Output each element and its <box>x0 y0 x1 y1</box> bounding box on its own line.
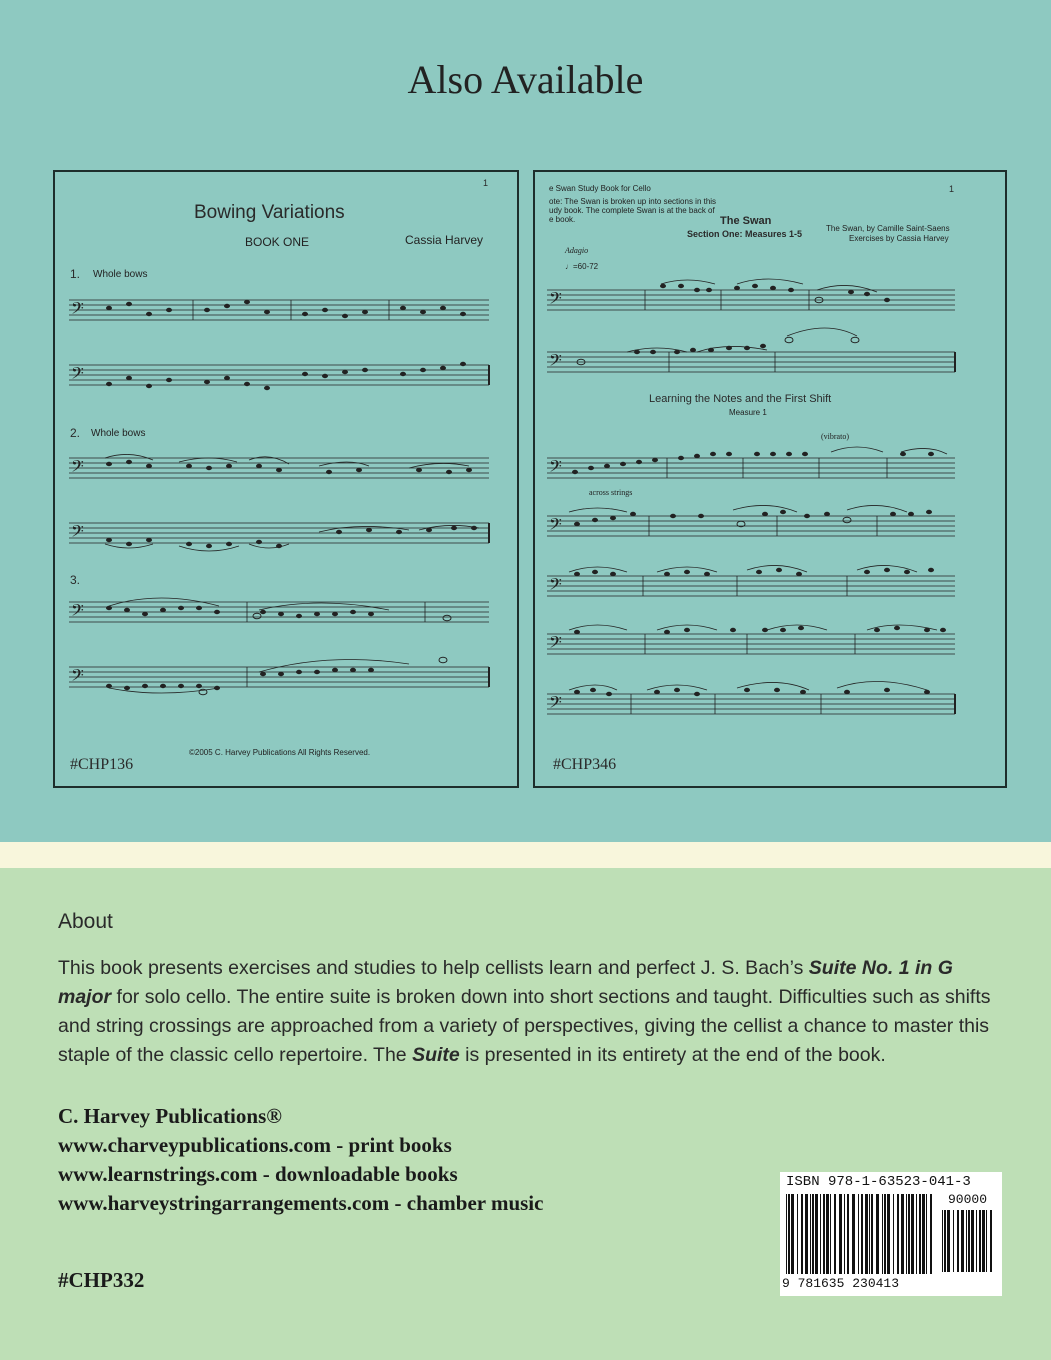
swan-staff-1 <box>547 276 977 376</box>
barcode-bar <box>791 1194 794 1274</box>
book-preview-right <box>533 170 1007 788</box>
svg-text:𝄢: 𝄢 <box>549 576 562 598</box>
about-text-part: This book presents exercises and studies to help cellists learn and perfect J. S. Bach’s <box>58 957 809 979</box>
intro-line: e book. <box>549 215 576 224</box>
section-title: Section One: Measures 1-5 <box>687 229 803 239</box>
barcode-bar <box>957 1210 959 1272</box>
barcode-bar <box>820 1194 821 1274</box>
svg-text:𝄢: 𝄢 <box>549 634 562 656</box>
composer-credit: The Swan, by Camille Saint-Saens <box>826 224 950 233</box>
barcode-bar <box>887 1194 890 1274</box>
suite-word: Suite <box>412 1044 460 1066</box>
barcode-bar <box>971 1210 974 1272</box>
barcode-bar <box>908 1194 910 1274</box>
barcode-bar <box>815 1194 818 1274</box>
barcode-bar <box>858 1194 859 1274</box>
music-staff-1 <box>69 290 491 400</box>
catalog-number: #CHP136 <box>70 756 134 773</box>
barcode-bar <box>797 1194 798 1274</box>
barcode-bar <box>942 1210 943 1272</box>
book-title: Bowing Variations <box>194 202 345 223</box>
barcode-bar <box>810 1194 811 1274</box>
about-heading: About <box>58 910 113 933</box>
exercise-number: 1. <box>70 267 81 281</box>
barcode-bar <box>953 1210 954 1272</box>
svg-text:𝄢: 𝄢 <box>549 694 562 716</box>
barcode-bar <box>882 1194 883 1274</box>
barcode-bar <box>852 1194 855 1274</box>
exercise-label: Whole bows <box>91 428 146 439</box>
copyright-line: ©2005 C. Harvey Publications All Rights Reserved. <box>189 748 371 757</box>
publisher-link-print[interactable]: www.charveypublications.com - print books <box>58 1133 452 1157</box>
barcode-main-bars <box>786 1194 936 1274</box>
svg-text:𝄢: 𝄢 <box>71 300 84 322</box>
isbn-barcode <box>780 1172 1002 1296</box>
barcode-bar <box>834 1194 836 1274</box>
barcode-bar <box>861 1194 863 1274</box>
publisher-name: C. Harvey Publications® <box>58 1104 282 1128</box>
barcode-bar <box>871 1194 873 1274</box>
barcode-bar <box>906 1194 907 1274</box>
page-number: 1 <box>949 184 955 194</box>
barcode-bar <box>786 1194 787 1274</box>
piece-title: The Swan <box>720 215 772 227</box>
catalog-number: #CHP346 <box>553 756 617 773</box>
book-preview-left <box>53 170 519 788</box>
barcode-bar <box>876 1194 879 1274</box>
svg-text:𝄢: 𝄢 <box>71 458 84 480</box>
barcode-bar <box>869 1194 870 1274</box>
tempo-marking: Adagio <box>565 246 589 255</box>
barcode-bar <box>947 1210 950 1272</box>
barcode-bar <box>919 1194 921 1274</box>
page-number: 1 <box>483 178 489 188</box>
exercise-number: 2. <box>70 426 81 440</box>
barcode-bar <box>897 1194 899 1274</box>
barcode-bar <box>901 1194 904 1274</box>
exercise-number: 3. <box>70 573 81 587</box>
page-header: e Swan Study Book for Cello <box>549 184 651 193</box>
barcode-bar <box>893 1194 894 1274</box>
music-staff-3 <box>69 592 491 702</box>
barcode-bar <box>961 1210 964 1272</box>
barcode-bar <box>922 1194 925 1274</box>
about-text-part: is presented in its entirety at the end of the book. <box>459 1044 886 1066</box>
barcode-bar <box>982 1210 985 1272</box>
barcode-bar <box>944 1210 946 1272</box>
svg-text:𝄢: 𝄢 <box>549 516 562 538</box>
svg-text:𝄢: 𝄢 <box>71 602 84 624</box>
about-paragraph <box>58 954 1004 1070</box>
barcode-bar <box>830 1194 831 1274</box>
also-available-heading: Also Available <box>407 57 644 102</box>
barcode-bar <box>979 1210 981 1272</box>
barcode-bar <box>986 1210 987 1272</box>
subheading-measure: Measure 1 <box>729 408 767 417</box>
exercise-label: Whole bows <box>93 269 148 280</box>
catalog-number: #CHP332 <box>58 1268 145 1292</box>
barcode-bar <box>801 1194 803 1274</box>
barcode-bar <box>788 1194 790 1274</box>
about-text-part: for solo cello. The entire suite is broken down into short sections and taught. Difficulties such as shifts and string crossings are approached from a variety of perspectives, giving the cellist a chance to master this staple of the classic cello repertoire. The <box>58 986 991 1066</box>
across-strings-annotation: across strings <box>589 488 633 497</box>
price-code: 90000 <box>948 1192 988 1207</box>
metronome-marking: ♩=60-72 <box>565 262 599 271</box>
barcode-bar <box>865 1194 868 1274</box>
barcode-bar <box>805 1194 808 1274</box>
barcode-bar <box>844 1194 845 1274</box>
barcode-bar <box>926 1194 927 1274</box>
barcode-bar <box>976 1210 977 1272</box>
barcode-bar <box>930 1194 932 1274</box>
barcode-bar <box>826 1194 829 1274</box>
barcode-bar <box>839 1194 842 1274</box>
vibrato-annotation: (vibrato) <box>821 432 849 441</box>
svg-text:𝄢: 𝄢 <box>549 352 562 374</box>
suite-title: Suite No. 1 in G major <box>58 957 953 1008</box>
barcode-bar <box>966 1210 967 1272</box>
barcode-bar <box>823 1194 825 1274</box>
publisher-link-downloads[interactable]: www.learnstrings.com - downloadable books <box>58 1162 458 1186</box>
exercise-credit: Exercises by Cassia Harvey <box>849 234 949 243</box>
svg-text:𝄢: 𝄢 <box>549 458 562 480</box>
svg-text:𝄢: 𝄢 <box>549 290 562 312</box>
music-staff-2 <box>69 448 491 558</box>
barcode-bar <box>911 1194 914 1274</box>
cream-divider-band <box>0 842 1051 868</box>
barcode-bar <box>812 1194 814 1274</box>
barcode-bar <box>916 1194 917 1274</box>
svg-text:𝄢: 𝄢 <box>71 523 84 545</box>
barcode-addon-bars <box>942 1210 996 1272</box>
barcode-bar <box>884 1194 886 1274</box>
intro-line: udy book. The complete Swan is at the back of <box>549 206 715 215</box>
intro-line: ote: The Swan is broken up into sections in this <box>549 197 717 206</box>
book-subtitle: BOOK ONE <box>245 235 310 249</box>
barcode-bar <box>847 1194 849 1274</box>
svg-text:𝄢: 𝄢 <box>71 667 84 689</box>
barcode-bar <box>968 1210 970 1272</box>
subheading: Learning the Notes and the First Shift <box>649 393 832 405</box>
barcode-bar <box>990 1210 992 1272</box>
barcode-digits: 9 781635 230413 <box>782 1276 900 1291</box>
isbn-text: ISBN 978-1-63523-041-3 <box>786 1174 971 1190</box>
book-author: Cassia Harvey <box>405 233 484 247</box>
publisher-link-chamber[interactable]: www.harveystringarrangements.com - chamber music <box>58 1191 544 1215</box>
svg-text:𝄢: 𝄢 <box>71 365 84 387</box>
